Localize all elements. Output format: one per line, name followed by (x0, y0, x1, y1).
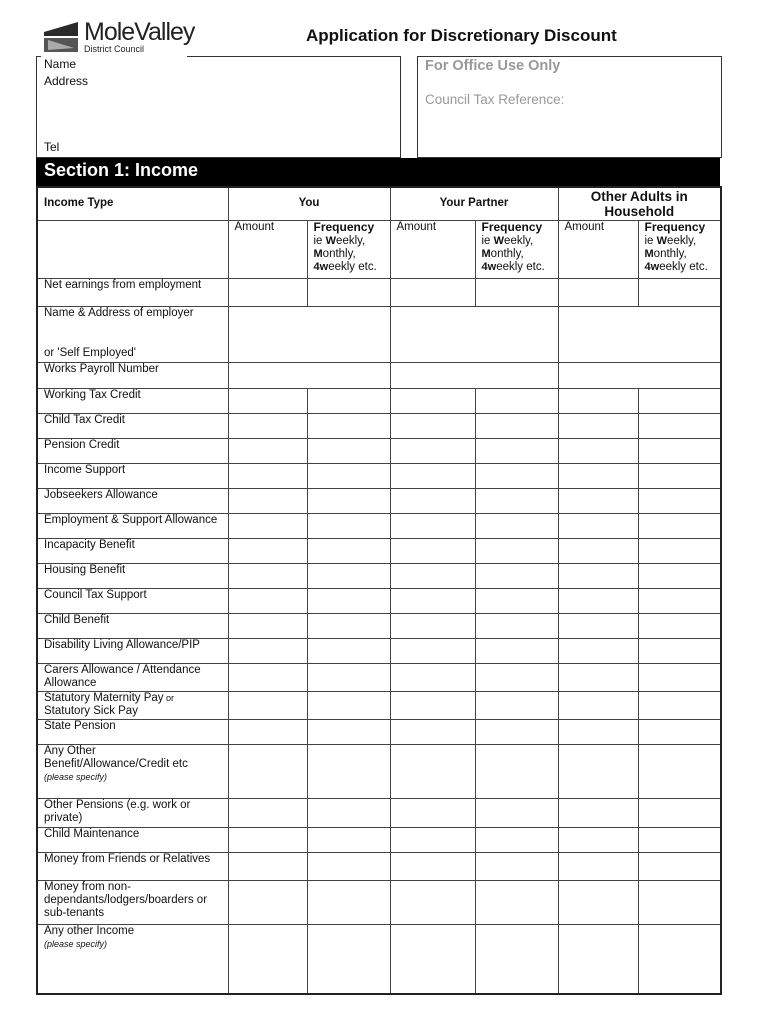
frequency-header: Frequency ie Weekly, Monthly, 4weekly etc. (307, 220, 390, 278)
header-you: You (228, 187, 390, 220)
input-partner-amount[interactable] (390, 924, 475, 994)
input-partner-frequency[interactable] (475, 719, 558, 744)
input-you-frequency[interactable] (307, 413, 390, 438)
input-you-amount[interactable] (228, 613, 307, 638)
input-you-frequency[interactable] (307, 563, 390, 588)
table-row (37, 306, 721, 362)
input-other-amount[interactable] (558, 438, 638, 463)
council-logo-icon (44, 22, 82, 54)
council-tax-reference-label: Council Tax Reference: (425, 92, 565, 107)
input-partner-amount[interactable] (390, 852, 475, 880)
input-partner-frequency[interactable] (475, 278, 558, 306)
income-type-label: Carers Allowance / Attendance Allowance (37, 663, 228, 691)
input-partner-frequency[interactable] (475, 798, 558, 827)
input-you-amount[interactable] (228, 488, 307, 513)
input-you-amount[interactable] (228, 563, 307, 588)
input-partner-amount[interactable] (390, 638, 475, 663)
income-type-label: Child Benefit (37, 613, 228, 638)
header-income-type: Income Type (37, 187, 228, 220)
input-partner-frequency[interactable] (475, 744, 558, 798)
input-partner-frequency[interactable] (475, 513, 558, 538)
income-type-label: Employment & Support Allowance (37, 513, 228, 538)
input-partner-frequency[interactable] (475, 563, 558, 588)
income-type-label: Name & Address of employer or 'Self Employed' (37, 306, 228, 362)
table-row (37, 613, 721, 638)
input-other-frequency[interactable] (638, 744, 721, 798)
input-other-amount[interactable] (558, 638, 638, 663)
table-row (37, 852, 721, 880)
input-partner-amount[interactable] (390, 744, 475, 798)
income-type-label: Any Other Benefit/Allowance/Credit etc (please specify) (37, 744, 228, 798)
table-row (37, 638, 721, 663)
input-you-amount[interactable] (228, 538, 307, 563)
input-partner-frequency[interactable] (475, 413, 558, 438)
table-row (37, 438, 721, 463)
input-you-amount[interactable] (228, 663, 307, 691)
income-type-label: Other Pensions (e.g. work or private) (37, 798, 228, 827)
income-type-label: Child Maintenance (37, 827, 228, 852)
input-you-amount[interactable] (228, 588, 307, 613)
header-other-adults: Other Adults in Household (558, 187, 721, 220)
input-you-amount[interactable] (228, 880, 307, 924)
table-row (37, 880, 721, 924)
tel-label: Tel (44, 140, 60, 154)
input-partner-frequency[interactable] (475, 488, 558, 513)
input-partner-frequency[interactable] (475, 663, 558, 691)
income-type-label: Jobseekers Allowance (37, 488, 228, 513)
input-you-frequency[interactable] (307, 663, 390, 691)
amount-header: Amount (390, 220, 475, 278)
input-other-amount[interactable] (558, 513, 638, 538)
table-row (37, 388, 721, 413)
input-partner-amount[interactable] (390, 513, 475, 538)
input-partner-frequency[interactable] (475, 463, 558, 488)
income-type-label: Statutory Maternity Pay or Statutory Sick Pay (37, 691, 228, 719)
input-other-frequency[interactable] (638, 513, 721, 538)
input-you-amount[interactable] (228, 388, 307, 413)
input-partner-frequency[interactable] (475, 924, 558, 994)
input-you-amount[interactable] (228, 924, 307, 994)
table-row (37, 663, 721, 691)
income-type-label: Working Tax Credit (37, 388, 228, 413)
input-you-amount[interactable] (228, 438, 307, 463)
input-other-frequency[interactable] (638, 588, 721, 613)
income-type-label: Council Tax Support (37, 588, 228, 613)
input-partner-amount[interactable] (390, 880, 475, 924)
input-you-amount[interactable] (228, 638, 307, 663)
input-partner-amount[interactable] (390, 563, 475, 588)
input-partner-frequency[interactable] (475, 691, 558, 719)
table-row (37, 278, 721, 306)
office-use-title: For Office Use Only (425, 58, 561, 74)
input-you-frequency[interactable] (307, 513, 390, 538)
input-other-frequency[interactable] (638, 278, 721, 306)
income-type-label: Pension Credit (37, 438, 228, 463)
input-other-amount[interactable] (558, 924, 638, 994)
input-partner-frequency[interactable] (475, 438, 558, 463)
table-row (37, 413, 721, 438)
input-you-frequency[interactable] (307, 463, 390, 488)
header-partner: Your Partner (390, 187, 558, 220)
table-row (37, 513, 721, 538)
input-other-frequency[interactable] (638, 798, 721, 827)
input-partner-amount[interactable] (390, 538, 475, 563)
income-type-label: Disability Living Allowance/PIP (37, 638, 228, 663)
input-other-amount[interactable] (558, 663, 638, 691)
input-you-frequency[interactable] (307, 613, 390, 638)
income-type-label: State Pension (37, 719, 228, 744)
input-you-amount[interactable] (228, 278, 307, 306)
input-other-frequency[interactable] (638, 663, 721, 691)
input-other-amount[interactable] (558, 563, 638, 588)
input-partner-frequency[interactable] (475, 588, 558, 613)
input-partner-amount[interactable] (390, 388, 475, 413)
input-partner-amount[interactable] (390, 438, 475, 463)
input-other-amount[interactable] (558, 278, 638, 306)
input-other-frequency[interactable] (638, 719, 721, 744)
input-you-details[interactable] (228, 306, 390, 362)
subheader-blank (37, 220, 228, 278)
tel-field[interactable] (100, 140, 390, 154)
name-field[interactable] (100, 58, 390, 72)
input-other-amount[interactable] (558, 488, 638, 513)
input-other-frequency[interactable] (638, 613, 721, 638)
input-partner-amount[interactable] (390, 663, 475, 691)
input-you-amount[interactable] (228, 513, 307, 538)
amount-header: Amount (558, 220, 638, 278)
table-row (37, 538, 721, 563)
input-other-frequency[interactable] (638, 924, 721, 994)
input-you-frequency[interactable] (307, 488, 390, 513)
input-you-frequency[interactable] (307, 798, 390, 827)
income-type-label: Housing Benefit (37, 563, 228, 588)
input-partner-frequency[interactable] (475, 538, 558, 563)
input-partner-amount[interactable] (390, 827, 475, 852)
table-row (37, 563, 721, 588)
table-row (37, 588, 721, 613)
input-other-frequency[interactable] (638, 852, 721, 880)
input-other-amount[interactable] (558, 744, 638, 798)
input-other-amount[interactable] (558, 691, 638, 719)
subheader-row (37, 220, 721, 278)
input-other-amount[interactable] (558, 613, 638, 638)
income-type-label: Net earnings from employment (37, 278, 228, 306)
input-you-frequency[interactable] (307, 744, 390, 798)
input-other-frequency[interactable] (638, 538, 721, 563)
page-title: Application for Discretionary Discount (306, 26, 617, 45)
input-other-amount[interactable] (558, 880, 638, 924)
input-partner-frequency[interactable] (475, 613, 558, 638)
input-partner-details[interactable] (390, 306, 558, 362)
frequency-header: Frequency ie Weekly, Monthly, 4weekly etc. (475, 220, 558, 278)
input-partner-amount[interactable] (390, 588, 475, 613)
table-row (37, 719, 721, 744)
table-row (37, 924, 721, 994)
logo-subtitle: District Council (84, 44, 145, 54)
input-you-frequency[interactable] (307, 880, 390, 924)
input-other-frequency[interactable] (638, 413, 721, 438)
income-type-label: Any other Income (please specify) (37, 924, 228, 994)
input-partner-frequency[interactable] (475, 827, 558, 852)
input-other-details[interactable] (558, 362, 721, 388)
name-label: Name (44, 57, 77, 71)
address-field[interactable] (100, 74, 390, 134)
income-type-label: Works Payroll Number (37, 362, 228, 388)
input-you-amount[interactable] (228, 463, 307, 488)
input-you-frequency[interactable] (307, 278, 390, 306)
input-other-frequency[interactable] (638, 880, 721, 924)
input-you-amount[interactable] (228, 852, 307, 880)
input-you-amount[interactable] (228, 691, 307, 719)
input-other-amount[interactable] (558, 852, 638, 880)
table-row (37, 463, 721, 488)
input-other-frequency[interactable] (638, 691, 721, 719)
income-type-label: Money from non-dependants/lodgers/boarders or sub-tenants (37, 880, 228, 924)
table-row (37, 744, 721, 798)
input-other-frequency[interactable] (638, 388, 721, 413)
input-you-frequency[interactable] (307, 638, 390, 663)
income-type-label: Money from Friends or Relatives (37, 852, 228, 880)
input-other-frequency[interactable] (638, 638, 721, 663)
input-partner-frequency[interactable] (475, 388, 558, 413)
input-you-frequency[interactable] (307, 588, 390, 613)
input-partner-frequency[interactable] (475, 852, 558, 880)
input-you-amount[interactable] (228, 413, 307, 438)
input-you-frequency[interactable] (307, 719, 390, 744)
input-partner-frequency[interactable] (475, 638, 558, 663)
input-partner-amount[interactable] (390, 719, 475, 744)
input-you-frequency[interactable] (307, 538, 390, 563)
input-other-amount[interactable] (558, 413, 638, 438)
input-other-amount[interactable] (558, 827, 638, 852)
input-you-amount[interactable] (228, 827, 307, 852)
input-you-frequency[interactable] (307, 852, 390, 880)
input-you-frequency[interactable] (307, 924, 390, 994)
table-row (37, 362, 721, 388)
input-you-amount[interactable] (228, 719, 307, 744)
income-type-label: Incapacity Benefit (37, 538, 228, 563)
amount-header: Amount (228, 220, 307, 278)
frequency-header: Frequency ie Weekly, Monthly, 4weekly etc. (638, 220, 721, 278)
input-partner-amount[interactable] (390, 488, 475, 513)
input-other-amount[interactable] (558, 463, 638, 488)
table-row (37, 488, 721, 513)
input-other-amount[interactable] (558, 588, 638, 613)
input-other-amount[interactable] (558, 798, 638, 827)
income-type-label: Income Support (37, 463, 228, 488)
input-partner-amount[interactable] (390, 413, 475, 438)
input-other-amount[interactable] (558, 719, 638, 744)
input-other-frequency[interactable] (638, 438, 721, 463)
input-you-amount[interactable] (228, 798, 307, 827)
input-you-frequency[interactable] (307, 691, 390, 719)
input-partner-frequency[interactable] (475, 880, 558, 924)
input-other-amount[interactable] (558, 538, 638, 563)
input-other-amount[interactable] (558, 388, 638, 413)
logo-name: MoleValley (84, 18, 195, 46)
input-partner-amount[interactable] (390, 463, 475, 488)
table-row (37, 827, 721, 852)
table-row (37, 691, 721, 719)
input-you-details[interactable] (228, 362, 390, 388)
address-label: Address (44, 74, 89, 88)
input-you-frequency[interactable] (307, 388, 390, 413)
input-other-details[interactable] (558, 306, 721, 362)
input-partner-amount[interactable] (390, 278, 475, 306)
input-other-frequency[interactable] (638, 488, 721, 513)
income-type-label: Child Tax Credit (37, 413, 228, 438)
input-partner-amount[interactable] (390, 798, 475, 827)
table-row (37, 798, 721, 827)
income-table (36, 186, 722, 995)
section-title: Section 1: Income (44, 160, 199, 180)
input-partner-amount[interactable] (390, 691, 475, 719)
input-you-frequency[interactable] (307, 438, 390, 463)
input-other-frequency[interactable] (638, 463, 721, 488)
input-partner-details[interactable] (390, 362, 558, 388)
input-you-frequency[interactable] (307, 827, 390, 852)
input-other-frequency[interactable] (638, 827, 721, 852)
input-other-frequency[interactable] (638, 563, 721, 588)
input-you-amount[interactable] (228, 744, 307, 798)
input-partner-amount[interactable] (390, 613, 475, 638)
